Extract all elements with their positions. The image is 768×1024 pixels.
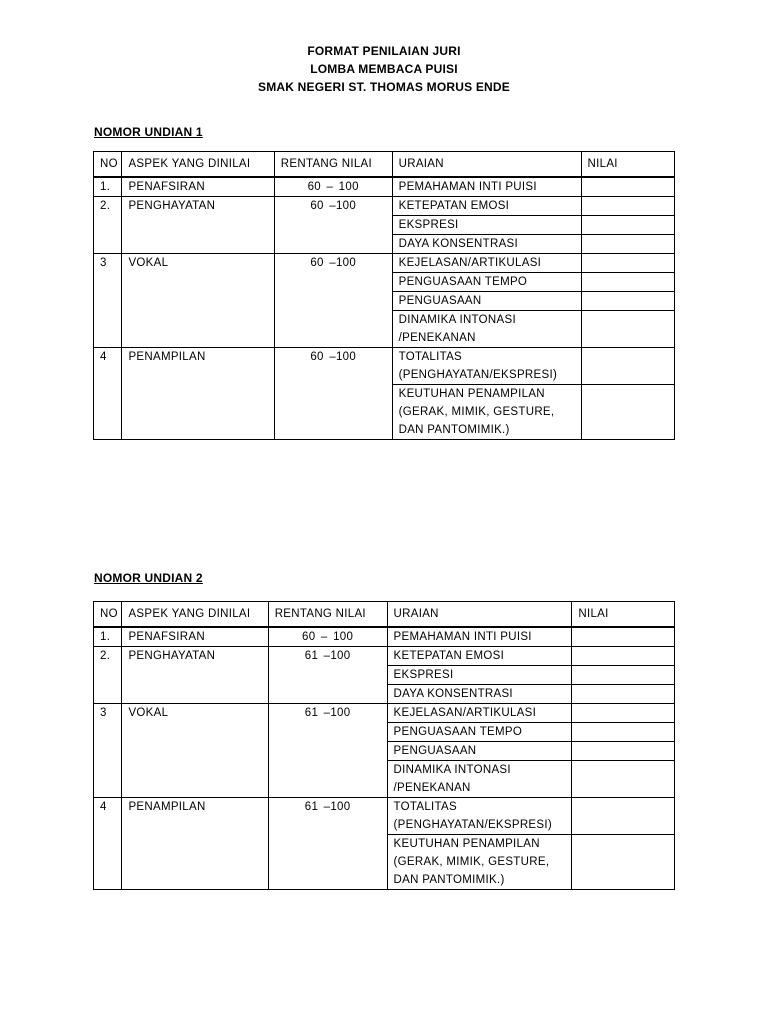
cell-no: 2. bbox=[94, 647, 122, 704]
cell-uraian: KETEPATAN EMOSI bbox=[392, 197, 581, 216]
cell-rentang: 60 – 100 bbox=[268, 627, 387, 647]
cell-aspek: PENGHAYATAN bbox=[122, 197, 274, 254]
cell-nilai[interactable] bbox=[572, 666, 675, 685]
cell-nilai[interactable] bbox=[572, 742, 675, 761]
cell-nilai[interactable] bbox=[581, 292, 674, 311]
cell-aspek: PENGHAYATAN bbox=[122, 647, 268, 704]
cell-no: 1. bbox=[94, 177, 122, 197]
cell-no: 3 bbox=[94, 704, 122, 798]
cell-aspek: PENAMPILAN bbox=[122, 798, 268, 890]
table-row bbox=[94, 647, 675, 666]
cell-uraian: PENGUASAAN bbox=[387, 742, 572, 761]
table-row bbox=[94, 197, 675, 216]
cell-no: 2. bbox=[94, 197, 122, 254]
table-row bbox=[94, 254, 675, 273]
cell-aspek: VOKAL bbox=[122, 704, 268, 798]
section-title: NOMOR UNDIAN 2 bbox=[94, 571, 203, 585]
cell-nilai[interactable] bbox=[581, 348, 674, 385]
column-header-uraian: URAIAN bbox=[387, 602, 572, 628]
cell-uraian: DINAMIKA INTONASI /PENEKANAN bbox=[392, 311, 581, 348]
cell-aspek: PENAFSIRAN bbox=[122, 627, 268, 647]
cell-nilai[interactable] bbox=[572, 685, 675, 704]
cell-nilai[interactable] bbox=[572, 723, 675, 742]
cell-no: 4 bbox=[94, 798, 122, 890]
cell-nilai[interactable] bbox=[572, 647, 675, 666]
cell-uraian: PEMAHAMAN INTI PUISI bbox=[387, 627, 572, 647]
table-header-row bbox=[94, 602, 675, 628]
table-body bbox=[94, 177, 675, 440]
cell-uraian: PENGUASAAN TEMPO bbox=[387, 723, 572, 742]
cell-nilai[interactable] bbox=[572, 627, 675, 647]
cell-aspek: PENAMPILAN bbox=[122, 348, 274, 440]
cell-uraian: TOTALITAS (PENGHAYATAN/EKSPRESI) bbox=[392, 348, 581, 385]
cell-uraian: KETEPATAN EMOSI bbox=[387, 647, 572, 666]
cell-rentang: 61 –100 bbox=[268, 704, 387, 798]
cell-rentang: 60 –100 bbox=[274, 197, 392, 254]
cell-uraian: KEUTUHAN PENAMPILAN (GERAK, MIMIK, GESTURE, DAN PANTOMIMIK.) bbox=[392, 385, 581, 440]
cell-uraian: PENGUASAAN TEMPO bbox=[392, 273, 581, 292]
cell-nilai[interactable] bbox=[572, 761, 675, 798]
score-table bbox=[93, 601, 675, 890]
cell-aspek: PENAFSIRAN bbox=[122, 177, 274, 197]
cell-nilai[interactable] bbox=[572, 704, 675, 723]
cell-nilai[interactable] bbox=[572, 835, 675, 890]
cell-nilai[interactable] bbox=[581, 311, 674, 348]
table-header-row bbox=[94, 152, 675, 178]
cell-uraian: DAYA KONSENTRASI bbox=[387, 685, 572, 704]
cell-aspek: VOKAL bbox=[122, 254, 274, 348]
score-table bbox=[93, 151, 675, 440]
cell-uraian: KEJELASAN/ARTIKULASI bbox=[387, 704, 572, 723]
section-title: NOMOR UNDIAN 1 bbox=[94, 125, 203, 139]
cell-rentang: 61 –100 bbox=[268, 647, 387, 704]
cell-uraian: EKSPRESI bbox=[387, 666, 572, 685]
column-header-aspek: ASPEK YANG DINILAI bbox=[122, 602, 268, 628]
header-school: SMAK NEGERI ST. THOMAS MORUS ENDE bbox=[258, 80, 510, 94]
cell-rentang: 60 –100 bbox=[274, 348, 392, 440]
cell-uraian: DAYA KONSENTRASI bbox=[392, 235, 581, 254]
table-row bbox=[94, 348, 675, 385]
table-row bbox=[94, 177, 675, 197]
header-title: FORMAT PENILAIAN JURI bbox=[307, 44, 461, 58]
cell-nilai[interactable] bbox=[581, 385, 674, 440]
table-row bbox=[94, 798, 675, 835]
column-header-nilai: NILAI bbox=[581, 152, 674, 178]
column-header-uraian: URAIAN bbox=[392, 152, 581, 178]
column-header-rentang: RENTANG NILAI bbox=[268, 602, 387, 628]
cell-nilai[interactable] bbox=[581, 235, 674, 254]
column-header-rentang: RENTANG NILAI bbox=[274, 152, 392, 178]
cell-uraian: PENGUASAAN bbox=[392, 292, 581, 311]
header-subtitle: LOMBA MEMBACA PUISI bbox=[310, 62, 458, 76]
column-header-no: NO bbox=[94, 602, 122, 628]
cell-nilai[interactable] bbox=[581, 197, 674, 216]
cell-no: 4 bbox=[94, 348, 122, 440]
cell-rentang: 60 – 100 bbox=[274, 177, 392, 197]
cell-nilai[interactable] bbox=[581, 254, 674, 273]
cell-nilai[interactable] bbox=[581, 177, 674, 197]
cell-nilai[interactable] bbox=[572, 798, 675, 835]
cell-uraian: KEUTUHAN PENAMPILAN (GERAK, MIMIK, GESTURE, DAN PANTOMIMIK.) bbox=[387, 835, 572, 890]
table-row bbox=[94, 704, 675, 723]
cell-nilai[interactable] bbox=[581, 273, 674, 292]
table-row bbox=[94, 627, 675, 647]
cell-uraian: TOTALITAS (PENGHAYATAN/EKSPRESI) bbox=[387, 798, 572, 835]
cell-uraian: DINAMIKA INTONASI /PENEKANAN bbox=[387, 761, 572, 798]
cell-uraian: KEJELASAN/ARTIKULASI bbox=[392, 254, 581, 273]
cell-uraian: EKSPRESI bbox=[392, 216, 581, 235]
cell-rentang: 61 –100 bbox=[268, 798, 387, 890]
cell-no: 3 bbox=[94, 254, 122, 348]
cell-rentang: 60 –100 bbox=[274, 254, 392, 348]
column-header-nilai: NILAI bbox=[572, 602, 675, 628]
cell-no: 1. bbox=[94, 627, 122, 647]
cell-nilai[interactable] bbox=[581, 216, 674, 235]
cell-uraian: PEMAHAMAN INTI PUISI bbox=[392, 177, 581, 197]
document-header bbox=[0, 42, 768, 96]
column-header-no: NO bbox=[94, 152, 122, 178]
column-header-aspek: ASPEK YANG DINILAI bbox=[122, 152, 274, 178]
table-body bbox=[94, 627, 675, 890]
